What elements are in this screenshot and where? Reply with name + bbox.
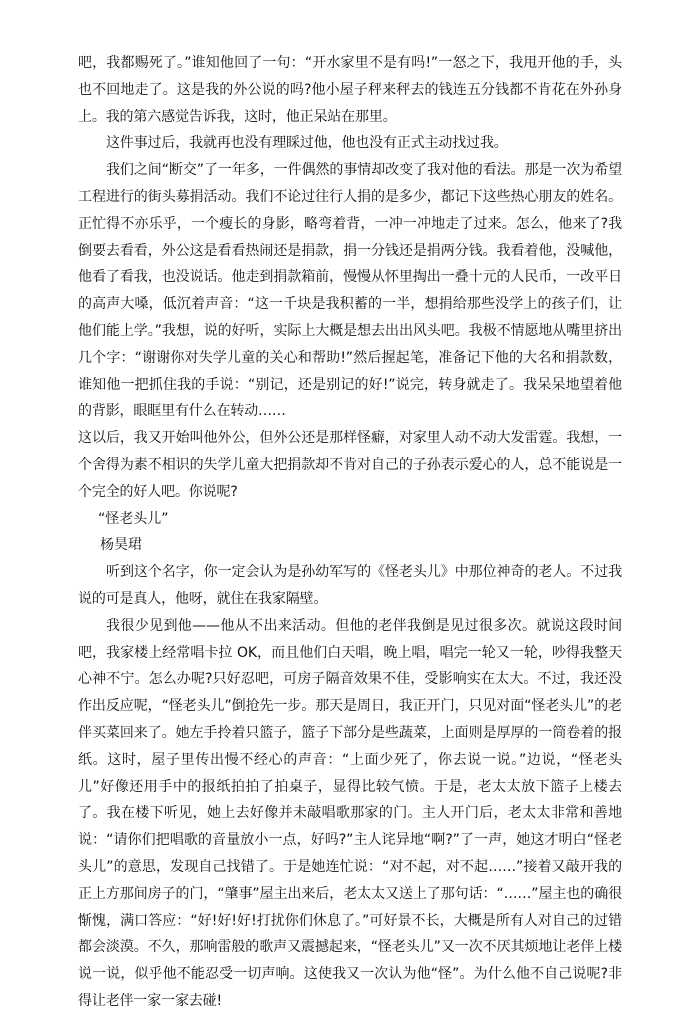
paragraph-conclusion: 这以后，我又开始叫他外公，但外公还是那样怪癖，对家里人动不动大发雷霆。我想，一个舍得为素不相识的失学儿童大把捐款却不肯对自己的子孙表示爱心的人，总不能说是一个完全的好人吧。你说呢? [78,430,622,500]
document-page [78,50,622,1015]
paragraph-continuation: 吧，我都赐死了。”谁知他回了一句：“开水家里不是有吗!”一怒之下，我甩开他的手，头也不回地走了。这是我的外公说的吗?他小屋子秤来秤去的钱连五分钱都不肯花在外孙身上。我的第六感觉告诉我，这时，他正呆站在那里。 [78,55,622,125]
paragraph-no-contact: 这件事过后，我就再也没有理睬过他，他也没有正式主动找过我。 [106,135,508,152]
article-author: 杨昊珺 [100,537,142,554]
paragraph-story: 我很少见到他——他从不出来活动。但他的老伴我倒是见过很多次。就说这段时间吧，我家楼上经常唱卡拉 OK，而且他们白天唱，晚上唱，唱完一轮又一轮，吵得我整天心神不宁。怎么办呢?只好忍吧，可房子隔音效果不佳，受影响实在太大。不过，我还没作出反应呢，“怪老头儿”倒抢先一步。那天是周日，我正开门，只见对面“怪老头儿”的老伴买菜回来了。她左手拎着只篮子，篮子下部分是些蔬菜，上面则是厚厚的一筒卷着的报纸。这时，屋子里传出慢不经心的声音：“上面少死了，你去说一说。”边说，“怪老头儿”好像还用手中的报纸拍拍了拍桌子，显得比较气愤。于是，老太太放下篮子上楼去了。我在楼下听见，她上去好像并未敲唱歌那家的门。主人开门后，老太太非常和善地说：“请你们把唱歌的音量放小一点，好吗?”主人诧异地“啊?”了一声，她这才明白“怪老头儿”的意思，发现自己找错了。于是她连忙说：“对不起，对不起……”接着又敲开我的正上方那间房子的门，“肇事”屋主出来后，老太太又送上了那句话：“……”屋主也的确很惭愧，满口答应：“好!好!好!打扰你们休息了。”可好景不长，大概是所有人对自己的过错都会淡漠。不久，那响雷般的歌声又震撼起来，“怪老头儿”又一次不厌其烦地让老伴上楼说一说，似乎他不能忍受一切声响。这使我又一次认为他“怪”。为什么他不自己说呢?非得让老伴一家一家去碰! [78,617,622,1009]
paragraph-donation: 我们之间“断交”了一年多，一件偶然的事情却改变了我对他的看法。那是一次为希望工程进行的街头募捐活动。我们不论过往行人捐的是多少，都记下这些热心朋友的姓名。正忙得不亦乐乎，一个瘦长的身影，略弯着背，一冲一冲地走了过来。怎么，他来了?我倒要去看看，外公这是看看热闹还是捐款，捐一分钱还是捐两分钱。我看着他，没喊他，他看了看我，也没说话。他走到捐款箱前，慢慢从怀里掏出一叠十元的人民币，一改平日的高声大嗓，低沉着声音：“这一千块是我积蓄的一半，想捐给那些没学上的孩子们，让他们能上学。”我想，说的好听，实际上大概是想去出出风头吧。我极不情愿地从嘴里挤出几个字：“谢谢你对失学儿童的关心和帮助!”然后握起笔，准备记下他的大名和捐款数，谁知他一把抓住我的手说：“别记，还是别记的好!”说完，转身就走了。我呆呆地望着他的背影，眼眶里有什么在转动…… [78,162,622,420]
paragraph-intro: 听到这个名字，你一定会认为是孙幼军写的《怪老头儿》中那位神奇的老人。不过我说的可是真人，他呀，就住在我家隔壁。 [78,564,622,607]
article-title: “怪老头儿” [98,510,169,527]
